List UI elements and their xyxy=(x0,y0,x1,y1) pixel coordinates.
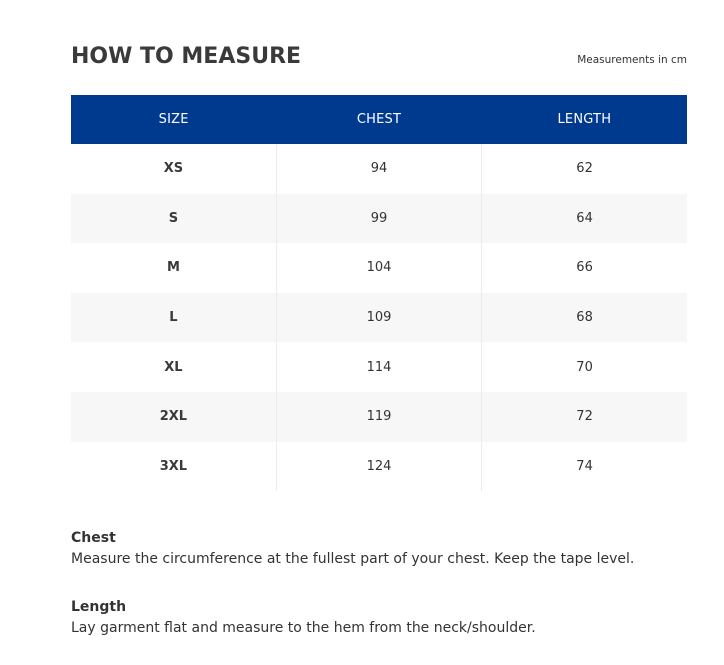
chest-cell: 94 xyxy=(276,144,481,194)
chest-guide xyxy=(71,528,691,570)
length-guide-title: Length xyxy=(71,599,127,615)
chest-cell: 124 xyxy=(276,442,481,492)
column-header-size: SIZE xyxy=(71,95,276,144)
size-cell: XL xyxy=(71,342,276,392)
table-row xyxy=(71,442,687,492)
chest-cell: 99 xyxy=(276,194,481,244)
column-header-length: LENGTH xyxy=(482,95,687,144)
table-row xyxy=(71,392,687,442)
table-header-row xyxy=(71,95,687,144)
table-row xyxy=(71,144,687,194)
table-row xyxy=(71,293,687,343)
column-header-chest: CHEST xyxy=(276,95,481,144)
size-cell: M xyxy=(71,243,276,293)
length-cell: 70 xyxy=(576,359,593,375)
length-guide xyxy=(71,597,691,639)
chest-cell: 104 xyxy=(276,243,481,293)
size-cell: XS xyxy=(71,144,276,194)
chest-cell: 119 xyxy=(276,392,481,442)
length-cell: 66 xyxy=(576,260,593,276)
length-cell: 68 xyxy=(482,293,687,343)
size-cell: L xyxy=(71,293,276,343)
length-cell: 64 xyxy=(482,194,687,244)
length-cell: 74 xyxy=(576,458,593,474)
size-cell: 2XL xyxy=(71,392,276,442)
chest-guide-title: Chest xyxy=(71,530,116,546)
size-guide-header xyxy=(71,42,687,72)
size-cell: S xyxy=(71,194,276,244)
table-row xyxy=(71,342,687,392)
chest-cell: 114 xyxy=(276,342,481,392)
size-cell: 3XL xyxy=(71,442,276,492)
length-guide-text: Lay garment flat and measure to the hem from the neck/shoulder. xyxy=(71,620,536,636)
table-row xyxy=(71,194,687,244)
page-title: HOW TO MEASURE xyxy=(71,44,302,69)
table-row xyxy=(71,243,687,293)
length-cell: 72 xyxy=(482,392,687,442)
chest-cell: 109 xyxy=(276,293,481,343)
chest-guide-text: Measure the circumference at the fullest part of your chest. Keep the tape level. xyxy=(71,551,635,567)
units-note: Measurements in cm xyxy=(577,54,687,66)
size-chart-table xyxy=(71,95,687,491)
length-cell: 62 xyxy=(576,161,593,177)
